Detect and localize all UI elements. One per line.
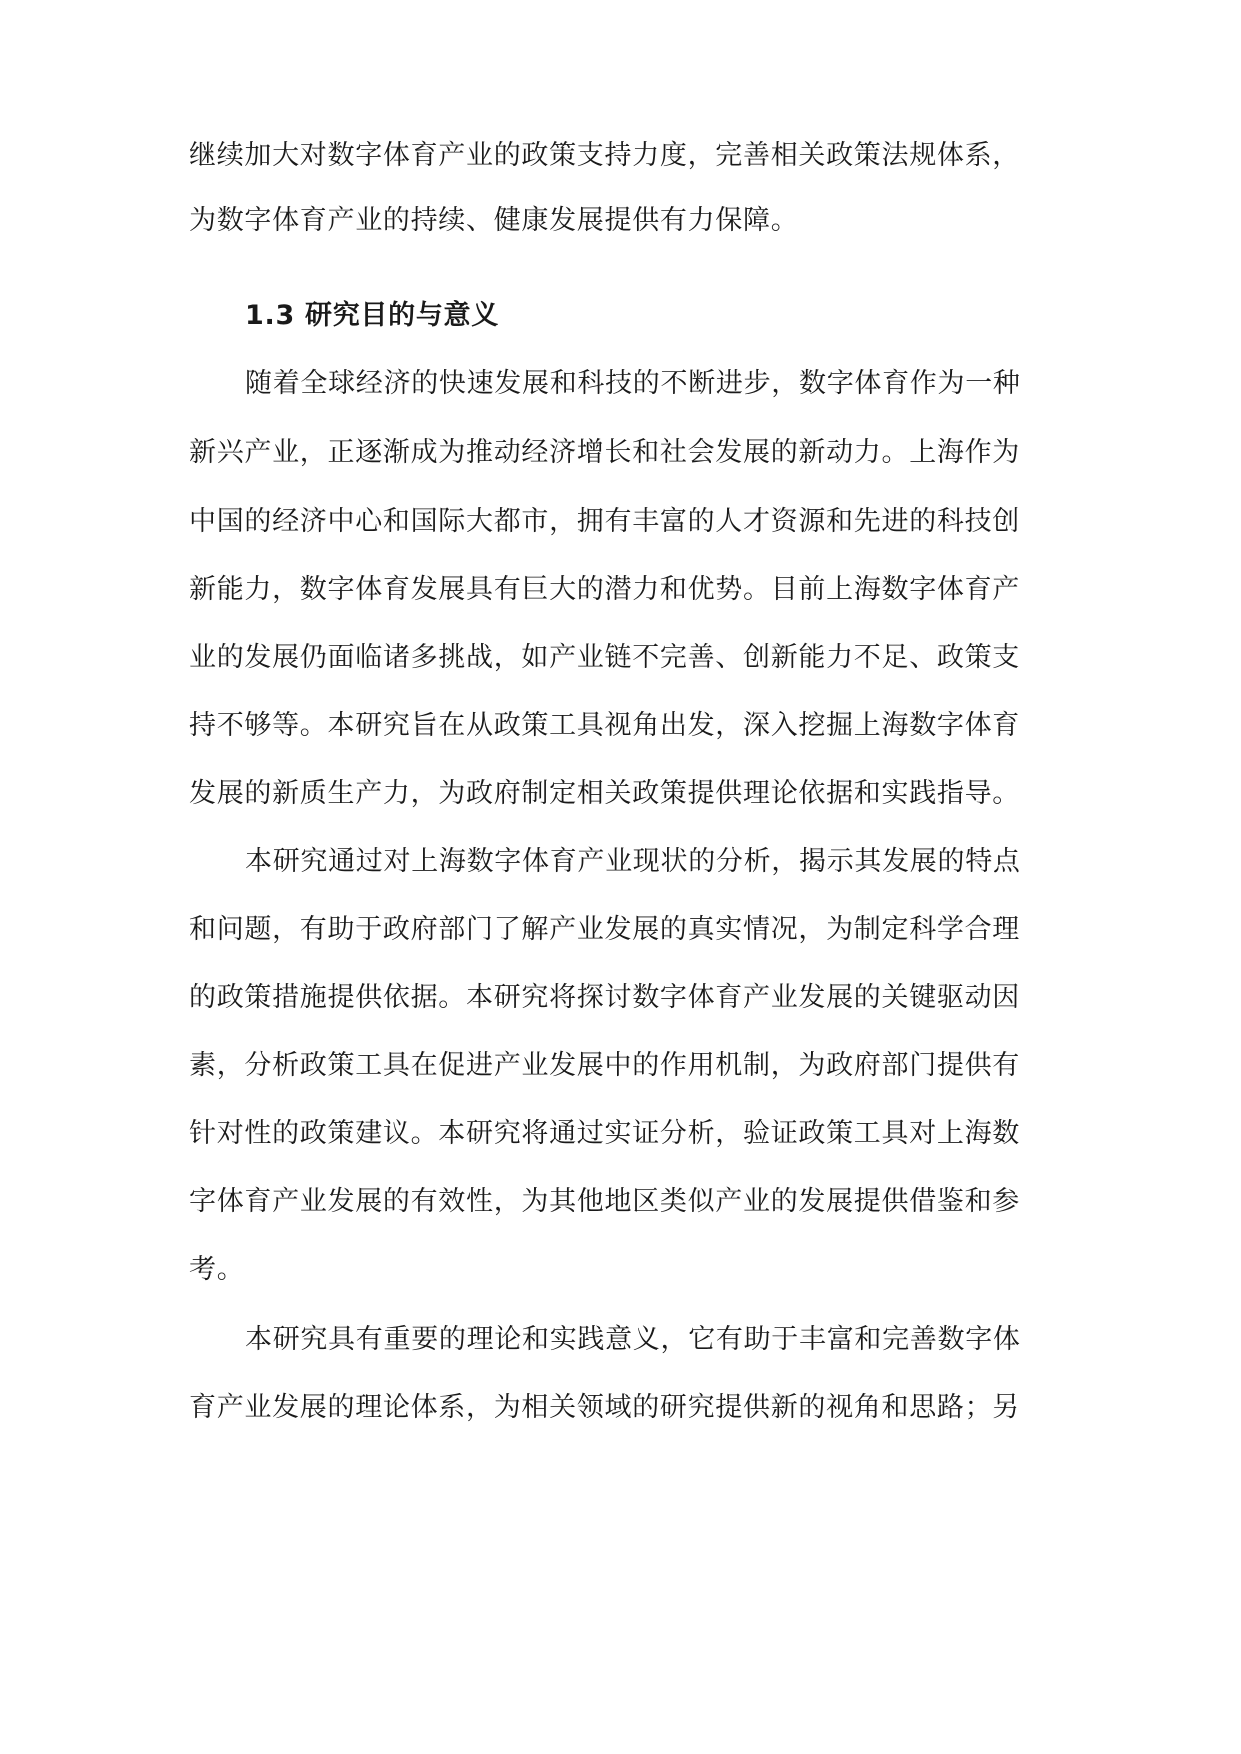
text-line: 针对性的政策建议。本研究将通过实证分析，验证政策工具对上海数: [189, 1118, 1020, 1149]
text-line: 育产业发展的理论体系，为相关领域的研究提供新的视角和思路；另: [189, 1392, 1020, 1423]
text-line: 字体育产业发展的有效性，为其他地区类似产业的发展提供借鉴和参: [189, 1186, 1020, 1217]
text-line: 持不够等。本研究旨在从政策工具视角出发，深入挖掘上海数字体育: [189, 710, 1020, 741]
text-line: 本研究通过对上海数字体育产业现状的分析，揭示其发展的特点: [245, 846, 1021, 877]
text-line: 新能力，数字体育发展具有巨大的潜力和优势。目前上海数字体育产: [189, 574, 1020, 605]
text-line: 为数字体育产业的持续、健康发展提供有力保障。: [189, 205, 799, 236]
text-line: 的政策措施提供依据。本研究将探讨数字体育产业发展的关键驱动因: [189, 982, 1020, 1013]
text-line: 业的发展仍面临诸多挑战，如产业链不完善、创新能力不足、政策支: [189, 642, 1020, 673]
text-line: 新兴产业，正逐渐成为推动经济增长和社会发展的新动力。上海作为: [189, 437, 1020, 468]
text-line: 本研究具有重要的理论和实践意义，它有助于丰富和完善数字体: [245, 1324, 1021, 1355]
text-line: 继续加大对数字体育产业的政策支持力度，完善相关政策法规体系，: [189, 140, 1020, 171]
section-heading: 1.3 研究目的与意义: [245, 300, 499, 331]
text-line: 考。: [189, 1254, 245, 1285]
text-line: 素，分析政策工具在促进产业发展中的作用机制，为政府部门提供有: [189, 1050, 1020, 1081]
text-line: 发展的新质生产力，为政府制定相关政策提供理论依据和实践指导。: [189, 778, 1020, 809]
text-line: 和问题，有助于政府部门了解产业发展的真实情况，为制定科学合理: [189, 914, 1020, 945]
text-line: 中国的经济中心和国际大都市，拥有丰富的人才资源和先进的科技创: [189, 506, 1020, 537]
text-line: 随着全球经济的快速发展和科技的不断进步，数字体育作为一种: [245, 368, 1021, 399]
